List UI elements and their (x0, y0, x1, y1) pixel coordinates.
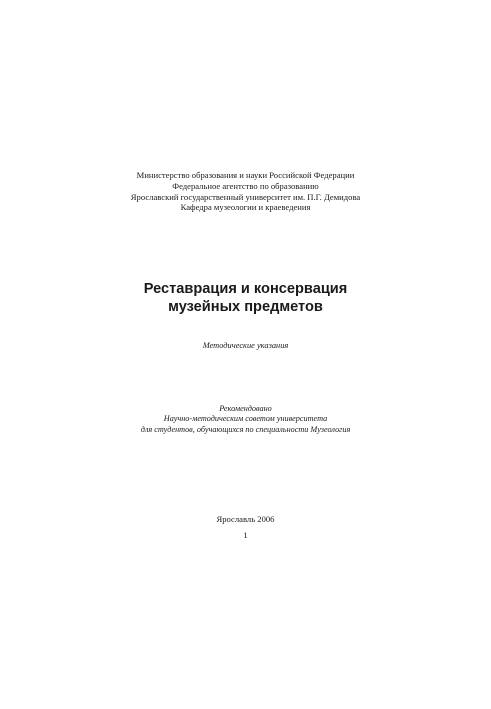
document-title (0, 280, 491, 316)
recommendation-note (0, 404, 491, 435)
recommendation-line-1: Рекомендовано (219, 404, 272, 413)
university-line: Ярославский государственный университет им. П.Г. Демидова (130, 191, 361, 202)
organization-header (0, 170, 491, 213)
place-and-year: Ярославль 2006 (216, 514, 275, 524)
recommendation-line-3: для студентов, обучающихся по специальности Музеология (140, 424, 351, 434)
ministry-line: Министерство образования и науки Российской Федерации (136, 170, 355, 180)
title-line-2: музейных предметов (168, 299, 323, 315)
title-line-1: Реставрация и консервация (143, 281, 348, 297)
recommendation-line-2: Научно-методическим советом университета (163, 414, 328, 424)
document-type: Методические указания (202, 341, 289, 350)
page-number: 1 (243, 530, 248, 540)
department-line: Кафедра музеологии и краеведения (180, 202, 311, 213)
agency-line: Федеральное агентство по образованию (172, 180, 319, 191)
